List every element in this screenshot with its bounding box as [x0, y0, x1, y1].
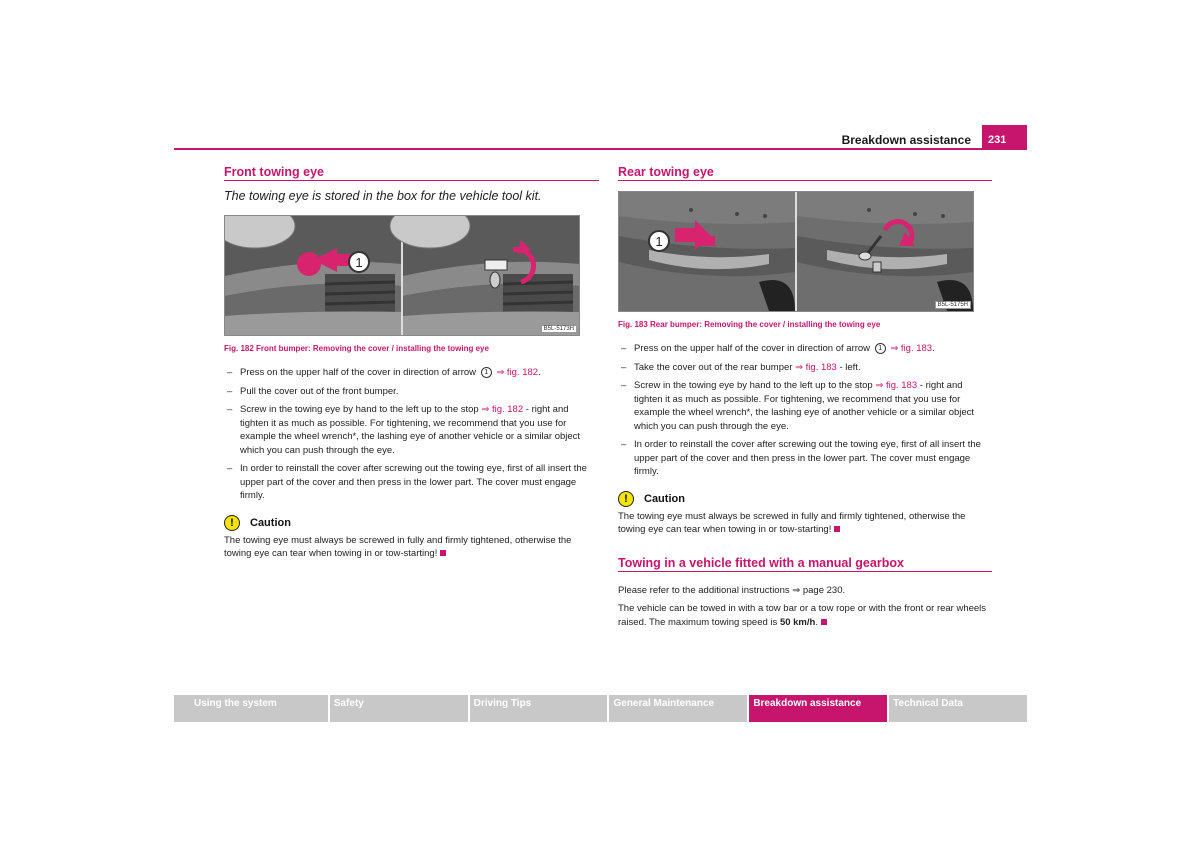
arrow-marker-1: 1 [481, 367, 492, 378]
front-bumper-illustration [225, 216, 579, 335]
page-number: 231 [982, 125, 1027, 149]
tab-safety[interactable]: Safety [330, 695, 468, 722]
figure-code: B5L-5173H [541, 325, 577, 333]
end-mark-icon [834, 526, 840, 532]
list-item: – Take the cover out of the rear bumper ⇒ fig. 183 - left. [618, 361, 992, 375]
right-column [618, 160, 992, 634]
figure-link[interactable]: ⇒ fig. 183 [795, 361, 837, 373]
max-speed: 50 km/h [779, 616, 816, 628]
figure-caption: Fig. 182 Front bumper: Removing the cover / installing the towing eye [224, 344, 489, 353]
tab-technical-data[interactable]: Technical Data [889, 695, 1027, 722]
running-header-title: Breakdown assistance [841, 133, 971, 147]
tab-driving-tips[interactable]: Driving Tips [470, 695, 608, 722]
rear-bumper-illustration [619, 192, 973, 311]
list-item: – Press on the upper half of the cover in direction of arrow 1 ⇒ fig. 182. [224, 366, 599, 380]
caution-title: Caution [644, 492, 685, 505]
list-item: – In order to reinstall the cover after screwing out the towing eye, first of all insert the upper part of the cover and then press in the lower part. The cover must engage firmly. [224, 462, 599, 503]
reference-paragraph: Please refer to the additional instructions ⇒ page 230. [618, 584, 846, 596]
instruction-list [618, 342, 992, 479]
figure-182 [224, 215, 580, 336]
caution-text: The towing eye must always be screwed in fully and firmly tightened, otherwise the towing eye can tear when towing in or tow-starting! [224, 534, 572, 559]
figure-caption: Fig. 183 Rear bumper: Removing the cover / installing the towing eye [618, 320, 881, 329]
caution-header [224, 515, 599, 531]
list-item: – In order to reinstall the cover after screwing out the towing eye, first of all insert the upper part of the cover and then press in the lower part. The cover must engage firmly. [618, 438, 992, 479]
figure-link[interactable]: ⇒ fig. 182 [496, 367, 539, 378]
arrow-marker-1: 1 [875, 343, 886, 354]
figure-link[interactable]: ⇒ fig. 183 [875, 380, 918, 391]
tab-general-maintenance[interactable]: General Maintenance [609, 695, 747, 722]
figure-183 [618, 191, 974, 312]
end-mark-icon [821, 619, 827, 625]
section-heading-rear-towing-eye: Rear towing eye [618, 160, 992, 181]
figure-marker-1: 1 [648, 230, 670, 252]
chapter-navigation [174, 695, 1027, 722]
caution-text: The towing eye must always be screwed in fully and firmly tightened, otherwise the towing eye can tear when towing in or tow-starting! [618, 510, 966, 535]
figure-marker-1: 1 [348, 251, 370, 273]
tab-breakdown-assistance[interactable]: Breakdown assistance [749, 695, 887, 722]
header-rule [174, 148, 1027, 150]
instruction-list [224, 366, 599, 503]
tab-using-the-system[interactable]: Using the system [174, 695, 328, 722]
end-mark-icon [440, 550, 446, 556]
caution-icon: ! [618, 491, 634, 507]
list-item: – Pull the cover out of the front bumper. [224, 385, 599, 399]
left-column [224, 160, 599, 561]
list-item: – Screw in the towing eye by hand to the left up to the stop ⇒ fig. 183 - right and tighten it as much as possible. For tightening, we recommend that you use for example the wheel wrench*, the lashing eye of another vehicle or a similar object which you can push through the eye. [618, 379, 992, 433]
intro-text: The towing eye is stored in the box for the vehicle tool kit. [224, 189, 542, 203]
towing-speed-paragraph: The vehicle can be towed in with a tow bar or a tow rope or with the front or rear wheels raised. The maximum towing speed is 50 km/h. [618, 603, 987, 628]
figure-code: B5L-5175H [935, 301, 971, 309]
list-item: – Screw in the towing eye by hand to the left up to the stop ⇒ fig. 182 - right and tighten it as much as possible. For tightening, we recommend that you use for example the wheel wrench*, the lashing eye of another vehicle or a similar object which you can push through the eye. [224, 403, 599, 457]
list-item: – Press on the upper half of the cover in direction of arrow 1 ⇒ fig. 183. [618, 342, 992, 356]
caution-title: Caution [250, 516, 291, 529]
figure-link[interactable]: ⇒ fig. 182 [481, 404, 524, 415]
caution-header [618, 491, 992, 507]
figure-link[interactable]: ⇒ fig. 183 [890, 343, 933, 354]
section-heading-front-towing-eye: Front towing eye [224, 160, 599, 181]
section-heading-manual-gearbox: Towing in a vehicle fitted with a manual gearbox [618, 551, 992, 572]
caution-icon: ! [224, 515, 240, 531]
